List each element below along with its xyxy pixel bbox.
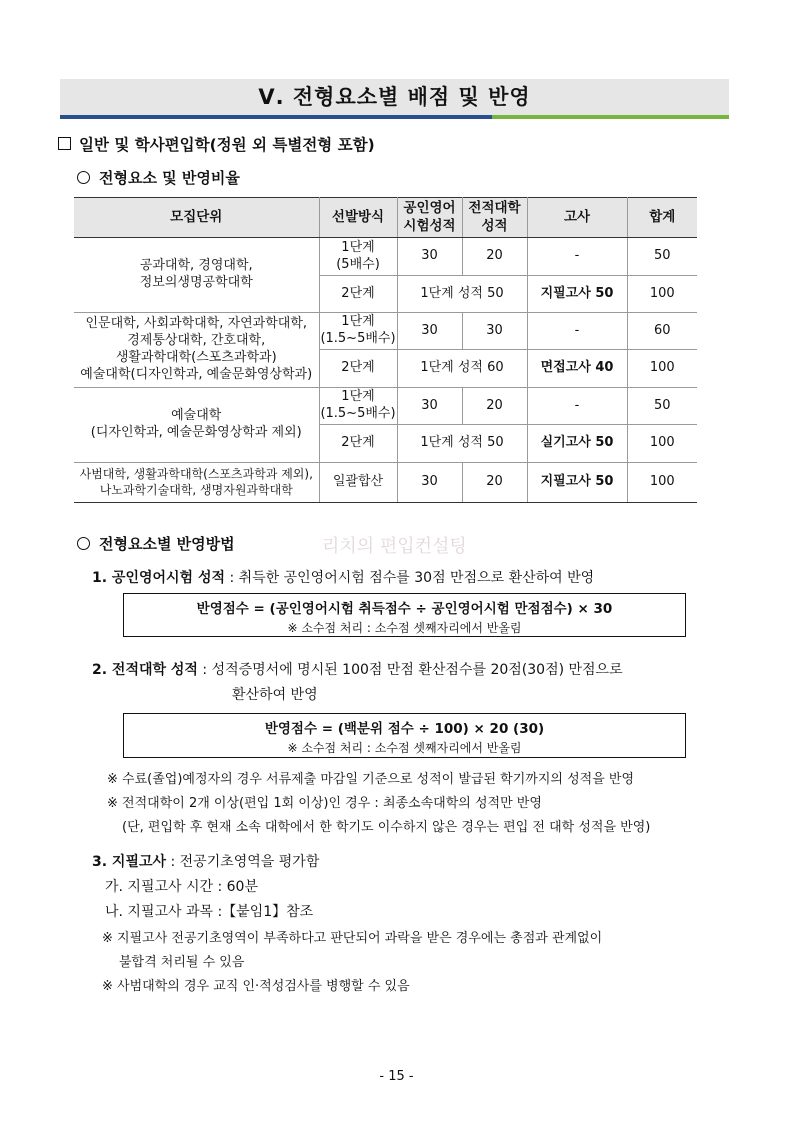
item3-remark: ※ 지필고사 전공기초영역이 부족하다고 판단되어 과락을 받은 경우에는 총점과 관계없이 [102, 931, 603, 946]
item1-heading: 1. 공인영어시험 성적 [92, 570, 225, 586]
prev-stage-cell: 1단계 성적 50 [397, 276, 527, 313]
title-underline-green [492, 115, 729, 119]
gpa-cell: 30 [462, 313, 527, 350]
item2-formula-box [123, 713, 686, 758]
gpa-cell: 20 [462, 388, 527, 425]
exam-cell: 실기고사 50 [527, 425, 627, 463]
watermark-text: 리치의 편입컨설팅 [322, 536, 467, 557]
item2-remark: ※ 전적대학이 2개 이상(편입 1회 이상)인 경우 : 최종소속대학의 성적만 반영 [107, 796, 542, 811]
method-line: (1.5~5배수) [320, 406, 396, 421]
method-cell: 2단계 [319, 425, 397, 463]
header-gpa-line2: 성적 [481, 217, 508, 234]
unit-line: 생활과학대학(스포츠과학과) [115, 350, 277, 365]
table-header-row [74, 198, 697, 238]
page-title: Ⅴ. 전형요소별 배점 및 반영 [258, 85, 531, 109]
item3-description: : 전공기초영역을 평가함 [166, 854, 320, 870]
subsection-ratio-label: 전형요소 및 반영비율 [99, 169, 240, 187]
item3-remark-cont: 불합격 처리될 수 있음 [119, 955, 245, 970]
unit-line: 나노과학기술대학, 생명자원과학대학 [99, 482, 293, 497]
item3-subitem: 가. 지필고사 시간 : 60분 [105, 879, 258, 895]
unit-line: 예술대학 [171, 408, 222, 424]
header-unit: 모집단위 [74, 198, 319, 238]
method-line: (1.5~5배수) [320, 331, 396, 346]
item3-heading: 3. 지필고사 [92, 854, 167, 870]
english-cell: 30 [397, 238, 462, 276]
unit-line: 인문대학, 사회과학대학, 자연과학대학, [85, 316, 308, 332]
unit-cell [74, 463, 319, 503]
item3-line [92, 851, 319, 871]
score-ratio-table [74, 197, 697, 503]
table-row [74, 463, 697, 503]
unit-line: 예술대학(디자인학과, 예술문화영상학과) [80, 366, 313, 382]
unit-cell [74, 238, 319, 313]
title-underline-blue [60, 115, 492, 119]
unit-line: 정보의생명공학대학 [139, 275, 253, 290]
method-cell: 2단계 [319, 276, 397, 313]
page-number: - 15 - [379, 1069, 414, 1084]
header-english-line2: 시험성적 [403, 217, 456, 234]
table-row [74, 388, 697, 425]
item3-remark: ※ 사범대학의 경우 교직 인·적성검사를 병행할 수 있음 [102, 979, 410, 994]
item1-description: : 취득한 공인영어시험 점수를 30점 만점으로 환산하여 반영 [225, 570, 595, 586]
unit-cell [74, 388, 319, 463]
total-cell: 50 [627, 238, 697, 276]
gpa-cell: 20 [462, 238, 527, 276]
total-cell: 60 [627, 313, 697, 350]
unit-line: 사범대학, 생활과학대학(스포츠과학과 제외), [79, 466, 313, 481]
header-total: 합계 [627, 198, 697, 238]
total-cell: 50 [627, 388, 697, 425]
unit-line: 공과대학, 경영대학, [139, 258, 253, 274]
item2-rounding-note: ※ 소수점 처리 : 소수점 셋째자리에서 반올림 [287, 741, 522, 755]
prev-stage-cell: 1단계 성적 60 [397, 350, 527, 388]
exam-cell: 지필고사 50 [527, 276, 627, 313]
method-line: 1단계 [341, 389, 375, 405]
exam-cell: 지필고사 50 [527, 463, 627, 503]
table-row [74, 238, 697, 276]
item2-remark: (단, 편입학 후 현재 소속 대학에서 한 학기도 이수하지 않은 경우는 편입 전 대학 성적을 반영) [122, 820, 651, 835]
subsection-method-label: 전형요소별 반영방법 [99, 535, 235, 553]
item2-description-cont: 환산하여 반영 [232, 687, 318, 703]
method-cell [319, 238, 397, 276]
item1-formula-box [123, 593, 686, 637]
circle-bullet-icon [77, 537, 90, 550]
exam-cell: - [527, 313, 627, 350]
circle-bullet-icon [77, 171, 90, 184]
item2-heading: 2. 전적대학 성적 [92, 662, 198, 678]
item1-formula: 반영점수 = (공인영어시험 취득점수 ÷ 공인영어시험 만점점수) × 30 [196, 601, 613, 617]
item2-remark: ※ 수료(졸업)예정자의 경우 서류제출 마감일 기준으로 성적이 발급된 학기까지의 성적을 반영 [107, 772, 635, 787]
method-line: (5배수) [336, 256, 380, 272]
prev-stage-cell: 1단계 성적 50 [397, 425, 527, 463]
header-method: 선발방식 [319, 198, 397, 238]
exam-cell: - [527, 238, 627, 276]
unit-line: (디자인학과, 예술문화영상학과 제외) [90, 425, 302, 440]
exam-cell: - [527, 388, 627, 425]
subsection-ratio-heading [77, 167, 240, 188]
total-cell: 100 [627, 276, 697, 313]
item3-subitem: 나. 지필고사 과목 :【붙임1】참조 [105, 904, 314, 920]
subsection-method-heading [77, 533, 235, 554]
method-cell: 2단계 [319, 350, 397, 388]
item2-description: : 성적증명서에 명시된 100점 만점 환산점수를 20점(30점) 만점으로 [197, 662, 623, 678]
section-heading [58, 133, 375, 155]
english-cell: 30 [397, 463, 462, 503]
unit-line: 경제통상대학, 간호대학, [127, 333, 266, 349]
total-cell: 100 [627, 463, 697, 503]
item1-rounding-note: ※ 소수점 처리 : 소수점 셋째자리에서 반올림 [287, 621, 522, 635]
header-gpa [462, 198, 527, 238]
section-heading-label: 일반 및 학사편입학(정원 외 특별전형 포함) [79, 136, 375, 154]
exam-cell: 면접고사 40 [527, 350, 627, 388]
method-cell [319, 388, 397, 425]
unit-cell [74, 313, 319, 388]
header-english [397, 198, 462, 238]
item2-formula: 반영점수 = (백분위 점수 ÷ 100) × 20 (30) [264, 721, 545, 737]
total-cell: 100 [627, 350, 697, 388]
header-gpa-line1: 전적대학 [468, 199, 521, 216]
item2-line [92, 659, 623, 679]
gpa-cell: 20 [462, 463, 527, 503]
header-english-line1: 공인영어 [403, 199, 456, 216]
method-line: 1단계 [341, 239, 375, 255]
english-cell: 30 [397, 313, 462, 350]
checkbox-icon [58, 137, 71, 150]
table-row [74, 313, 697, 350]
english-cell: 30 [397, 388, 462, 425]
header-exam: 고사 [527, 198, 627, 238]
method-line: 1단계 [341, 314, 375, 330]
item1-line [92, 567, 594, 587]
method-cell [319, 313, 397, 350]
total-cell: 100 [627, 425, 697, 463]
method-cell: 일괄합산 [319, 463, 397, 503]
